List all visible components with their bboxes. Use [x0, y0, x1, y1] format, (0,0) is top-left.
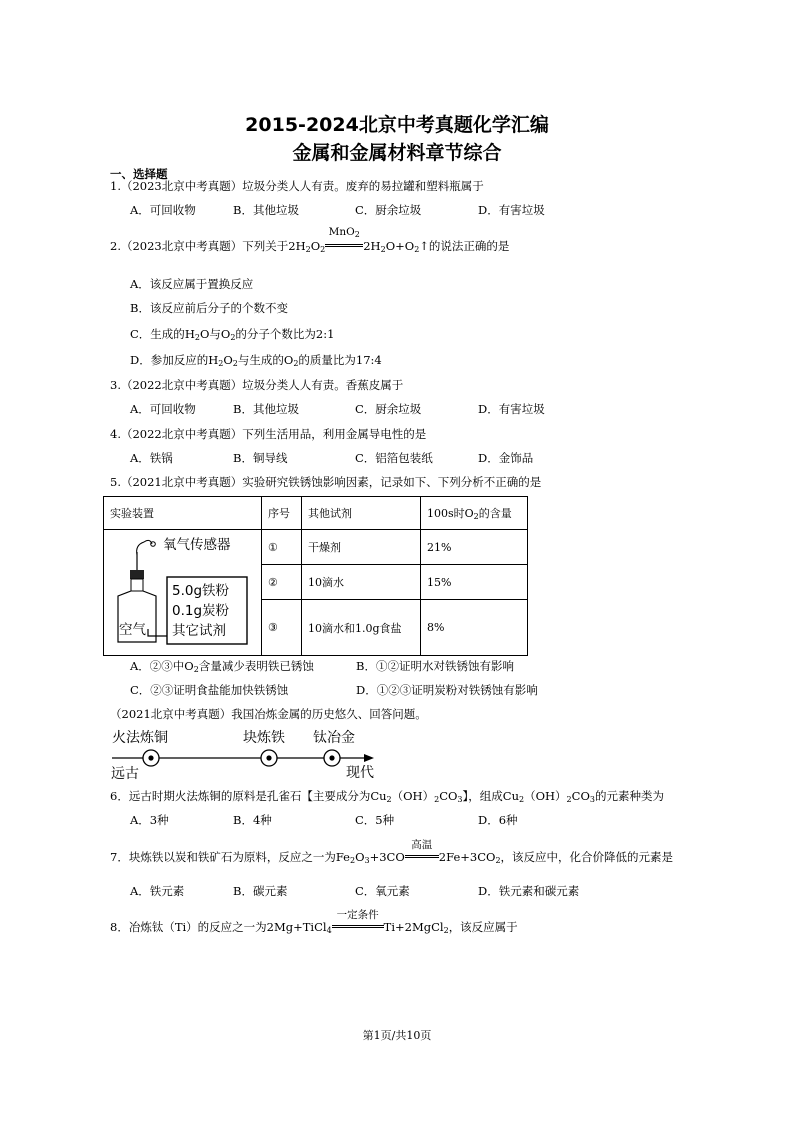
header-apparatus: 实验装置: [104, 497, 262, 530]
air-label: 空气: [119, 622, 146, 638]
q1-option-a: A．可回收物: [130, 203, 196, 217]
q6-stem-d: 】，组成Cu: [462, 789, 519, 803]
q8-stem-c: ，该反应属于: [448, 920, 518, 934]
sensor-tip-icon: [151, 542, 156, 547]
q2-prefix: 2.（2023北京中考真题）下列关于: [110, 239, 289, 253]
row-3-value: 8%: [421, 600, 528, 656]
section-heading: 一、选择题: [110, 167, 168, 181]
q6-option-a: A．3种: [130, 813, 169, 827]
q2-reaction-arrow: MnO$_2$: [325, 239, 363, 253]
q4-option-c: C．铝箔包装纸: [355, 451, 433, 465]
row-3-number: ③: [262, 600, 302, 656]
timeline-arrow-icon: [364, 754, 374, 762]
row-1-number: ①: [262, 530, 302, 565]
timeline-end-label: 现代: [346, 765, 374, 781]
row-1-reagent: 干燥剂: [302, 530, 421, 565]
box-line-1: 5.0g铁粉: [172, 583, 230, 599]
q3-option-c: C．厨余垃圾: [355, 402, 422, 416]
timeline-diagram: [108, 726, 388, 786]
q6-stem-b: （OH）: [391, 789, 435, 803]
timeline-node-2-dot: [266, 755, 271, 760]
history-intro: （2021北京中考真题）我国冶炼金属的历史悠久、回答问题。: [110, 707, 427, 721]
q8-stem-b: Ti+2MgCl: [383, 920, 444, 934]
q2-option-d-start: D．参加反应的: [130, 353, 209, 367]
q3-option-a: A．可回收物: [130, 402, 196, 416]
q3-option-b: B．其他垃圾: [233, 402, 299, 416]
q1-option-d: D．有害垃圾: [478, 203, 545, 217]
sensor-label: 氧气传感器: [163, 537, 231, 553]
page-subtitle: 金属和金属材料章节综合: [292, 142, 502, 164]
question-8-stem: 8．冶炼钛（Ti）的反应之一为2Mg+TiCl$_4$ 一定条件 Ti+2MgCl$_2$，该反应属于: [110, 909, 518, 935]
q5-option-a-start: A．②③中O: [130, 659, 194, 673]
q4-option-b: B．铜导线: [233, 451, 288, 465]
row-3-reagent: 10滴水和1.0g食盐: [302, 600, 421, 656]
q6-stem-a: 6．远古时期火法炼铜的原料是孔雀石【主要成分为Cu: [110, 789, 387, 803]
q2-catalyst: MnO: [328, 226, 355, 238]
q6-stem-c: CO: [439, 789, 458, 803]
page-footer: 第1页/共10页: [362, 1029, 432, 1042]
page-title: 2015-2024北京中考真题化学汇编: [245, 114, 549, 136]
q3-option-d: D．有害垃圾: [478, 402, 545, 416]
q7-option-d: D．铁元素和碳元素: [478, 884, 580, 898]
q2-suffix: 的说法正确的是: [428, 239, 510, 253]
q8-reaction-arrow: [332, 909, 384, 934]
q5-option-d: D．①②③证明炭粉对铁锈蚀有影响: [356, 683, 538, 697]
box-line-2: 0.1g炭粉: [172, 603, 230, 619]
header-o2-content: 100s时$O_2$的含量: [421, 497, 528, 530]
q5-option-a-tail: 含量减少表明铁已锈蚀: [198, 659, 314, 673]
timeline-label-titanium: 钛冶金: [313, 730, 355, 746]
q8-condition: 一定条件: [336, 909, 379, 921]
row-2-value: 15%: [421, 565, 528, 600]
experiment-table: [103, 496, 528, 656]
q6-stem-e: 的元素种类为: [594, 789, 664, 803]
q5-option-a: A．②③中$O_2$含量减少表明铁已锈蚀: [130, 659, 314, 674]
q8-stem-a: 8．冶炼钛（Ti）的反应之一为2Mg+TiCl: [110, 920, 327, 934]
q2-option-c-end: 的分子个数比为2:1: [235, 327, 335, 341]
q6-option-c: C．5种: [355, 813, 395, 827]
question-2-stem: 2.（2023北京中考真题）下列关于$2H_2O_2$ MnO$_2$ $2H_2O+O_2↑$的说法正确的是: [110, 226, 510, 254]
q4-option-a: A．铁锅: [130, 451, 173, 465]
q7-condition: 高温: [411, 839, 433, 851]
row-1-value: 21%: [421, 530, 528, 565]
bottle-connector: [148, 629, 167, 636]
timeline-node-3-dot: [329, 755, 334, 760]
row-2-reagent: 10滴水: [302, 565, 421, 600]
timeline-start-label: 远古: [111, 766, 139, 782]
bottle-stopper: [130, 570, 144, 579]
q2-option-c-mid: 与: [209, 327, 221, 341]
q6-option-b: B．4种: [233, 813, 272, 827]
timeline-label-bloomery-iron: 块炼铁: [243, 730, 285, 746]
q7-reaction-arrow: [405, 839, 439, 864]
q1-option-b: B．其他垃圾: [233, 203, 299, 217]
q2-option-c-start: C．生成的: [130, 327, 185, 341]
q1-option-c: C．厨余垃圾: [355, 203, 422, 217]
timeline-label-fire-copper: 火法炼铜: [112, 730, 168, 746]
box-line-3: 其它试剂: [172, 623, 226, 639]
apparatus-cell: [104, 530, 262, 656]
header-number: 序号: [262, 497, 302, 530]
timeline-node-1-dot: [148, 755, 153, 760]
question-4-stem: 4.（2022北京中考真题）下列生活用品，利用金属导电性的是: [110, 427, 427, 441]
q2-option-d: D．参加反应的$H_2O_2$与生成的$O_2$的质量比为17:4: [130, 353, 382, 368]
header-o2-tail: 的含量: [478, 507, 512, 520]
table-row: [104, 530, 528, 565]
header-reagent: 其他试剂: [302, 497, 421, 530]
q7-option-a: A．铁元素: [130, 884, 185, 898]
question-7-stem: 7．块炼铁以炭和铁矿石为原料，反应之一为$Fe_2O_3+3CO$ 高温 $2Fe+3CO_2$，该反应中，化合价降低的元素是: [110, 839, 674, 865]
q2-option-b: B．该反应前后分子的个数不变: [130, 301, 288, 315]
q2-option-c: C．生成的$H_2O$与$O_2$的分子个数比为2:1: [130, 327, 335, 342]
q2-option-d-end: 的质量比为17:4: [298, 353, 382, 367]
sensor-wire: [137, 540, 152, 555]
q7-option-b: B．碳元素: [233, 884, 288, 898]
q5-option-b: B．①②证明水对铁锈蚀有影响: [356, 659, 514, 673]
q2-option-a: A．该反应属于置换反应: [130, 277, 254, 291]
question-3-stem: 3.（2022北京中考真题）垃圾分类人人有责。香蕉皮属于: [110, 378, 404, 392]
table-header-row: [104, 497, 528, 530]
apparatus-drawing: [104, 530, 261, 655]
q7-stem-a: 7．块炼铁以炭和铁矿石为原料，反应之一为Fe: [110, 850, 350, 864]
header-o2-start: 100s时O: [427, 507, 474, 520]
question-6-stem: 6．远古时期火法炼铜的原料是孔雀石【主要成分为$Cu_2(OH)_2CO_3$】，组成$Cu_2(OH)_2CO_3$的元素种类为: [110, 789, 664, 804]
q7-option-c: C．氧元素: [355, 884, 410, 898]
q2-option-d-mid: 与生成的: [237, 353, 284, 367]
q4-option-d: D．金饰品: [478, 451, 534, 465]
q5-option-c: C．②③证明食盐能加快铁锈蚀: [130, 683, 289, 697]
question-5-stem: 5.（2021北京中考真题）实验研究铁锈蚀影响因素，记录如下、下列分析不正确的是: [110, 475, 542, 489]
question-1-stem: 1.（2023北京中考真题）垃圾分类人人有责。废弃的易拉罐和塑料瓶属于: [110, 179, 484, 193]
row-2-number: ②: [262, 565, 302, 600]
q7-stem-b: ，该反应中，化合价降低的元素是: [500, 850, 674, 864]
bottle-neck: [131, 579, 143, 591]
q6-option-d: D．6种: [478, 813, 518, 827]
